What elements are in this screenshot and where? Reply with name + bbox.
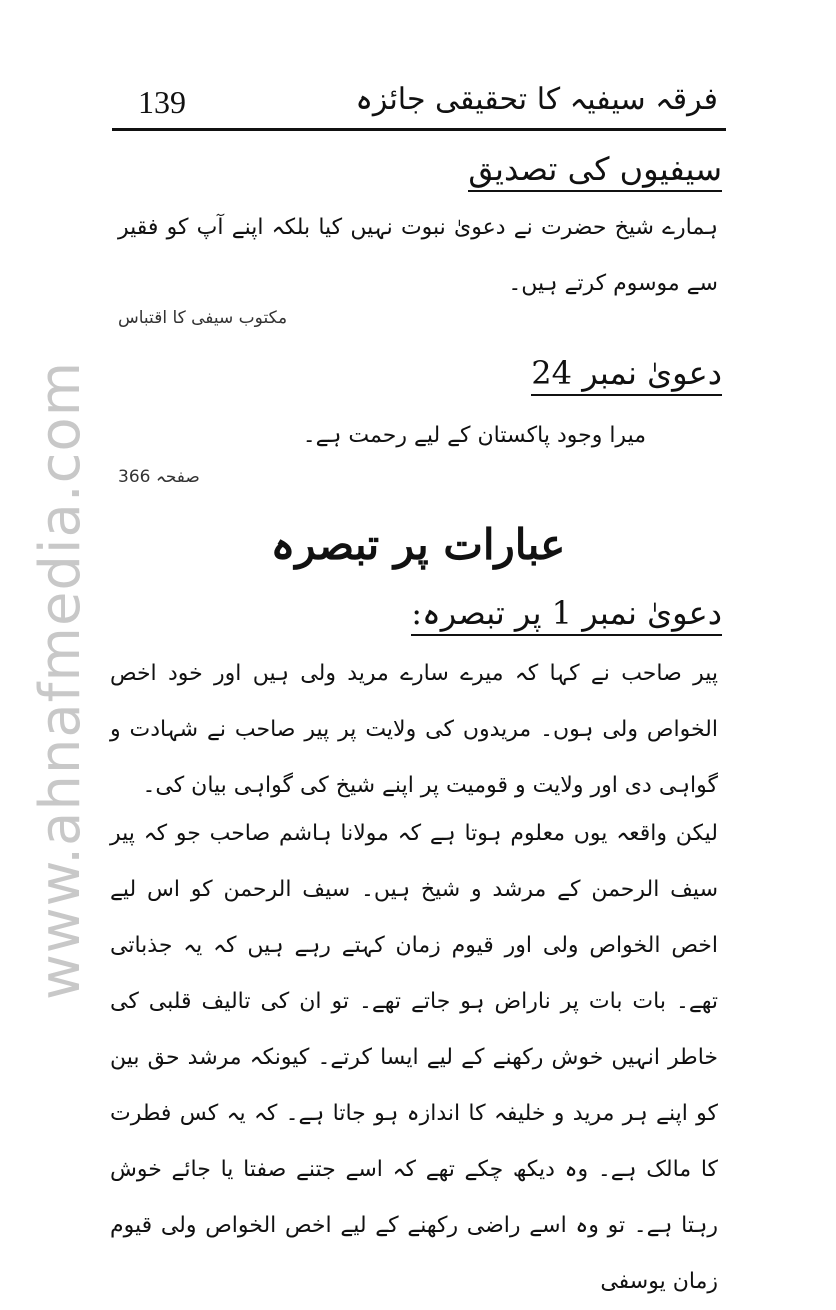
section-paragraph-tasdeeq: ہمارے شیخ حضرت نے دعویٰ نبوت نہیں کیا بلکہ اپنے آپ کو فقیر سے موسوم کرتے ہیں۔: [118, 215, 718, 296]
commentary-paragraph-1: پیر صاحب نے کہا کہ میرے سارے مرید ولی ہیں اور خود اخص الخواص ولی ہوں۔ مریدوں کی ولایت پر پیر صاحب نے شہادت و گواہی دی اور ولایت و قومیت پر اپنے شیخ کی گواہی بیان کی۔: [110, 661, 718, 798]
section-heading-claim-24: دعویٰ نمبر 24: [531, 354, 722, 396]
page-number: 139: [138, 84, 186, 120]
source-reference-page: صفحہ 366: [118, 467, 200, 487]
commentary-paragraph-2: لیکن واقعہ یوں معلوم ہوتا ہے کہ مولانا ہاشم صاحب جو کہ پیر سیف الرحمن کے مرشد و شیخ ہیں۔ سیف الرحمن کو اس لیے اخص الخواص ولی اور قیوم زمان کہتے رہے ہیں کہ یہ جذباتی تھے۔ بات بات پر ناراض ہو جاتے تھے۔ تو ان کی تالیف قلبی کی خاطر انہیں خوش رکھنے کے لیے ایسا کرتے۔ کیونکہ مرشد حق بین کو اپنے ہر مرید و خلیفہ کا اندازہ ہو جاتا ہے۔ کہ یہ کس فطرت کا مالک ہے۔ وہ دیکھ چکے تھے کہ اسے جتنے صفتا یا جائے خوش رہتا ہے۔ تو وہ اسے راضی رکھنے کے لیے اخص الخواص ولی قیوم زمان یوسفی: [110, 821, 718, 1294]
section-heading-tasdeeq: سیفیوں کی تصدیق: [468, 150, 722, 192]
section-heading-claim-1-commentary: دعویٰ نمبر 1 پر تبصرہ:: [411, 594, 722, 636]
header-divider: [112, 128, 726, 131]
main-section-heading: عبارات پر تبصرہ: [270, 520, 566, 569]
section-paragraph-claim-24: میرا وجود پاکستان کے لیے رحمت ہے۔: [302, 423, 646, 448]
book-title-header: فرقہ سیفیہ کا تحقیقی جائزہ: [355, 82, 718, 117]
website-watermark: www.ahnafmedia.com: [28, 360, 93, 1000]
source-reference-maktoob: مکتوب سیفی کا اقتباس: [118, 308, 288, 328]
